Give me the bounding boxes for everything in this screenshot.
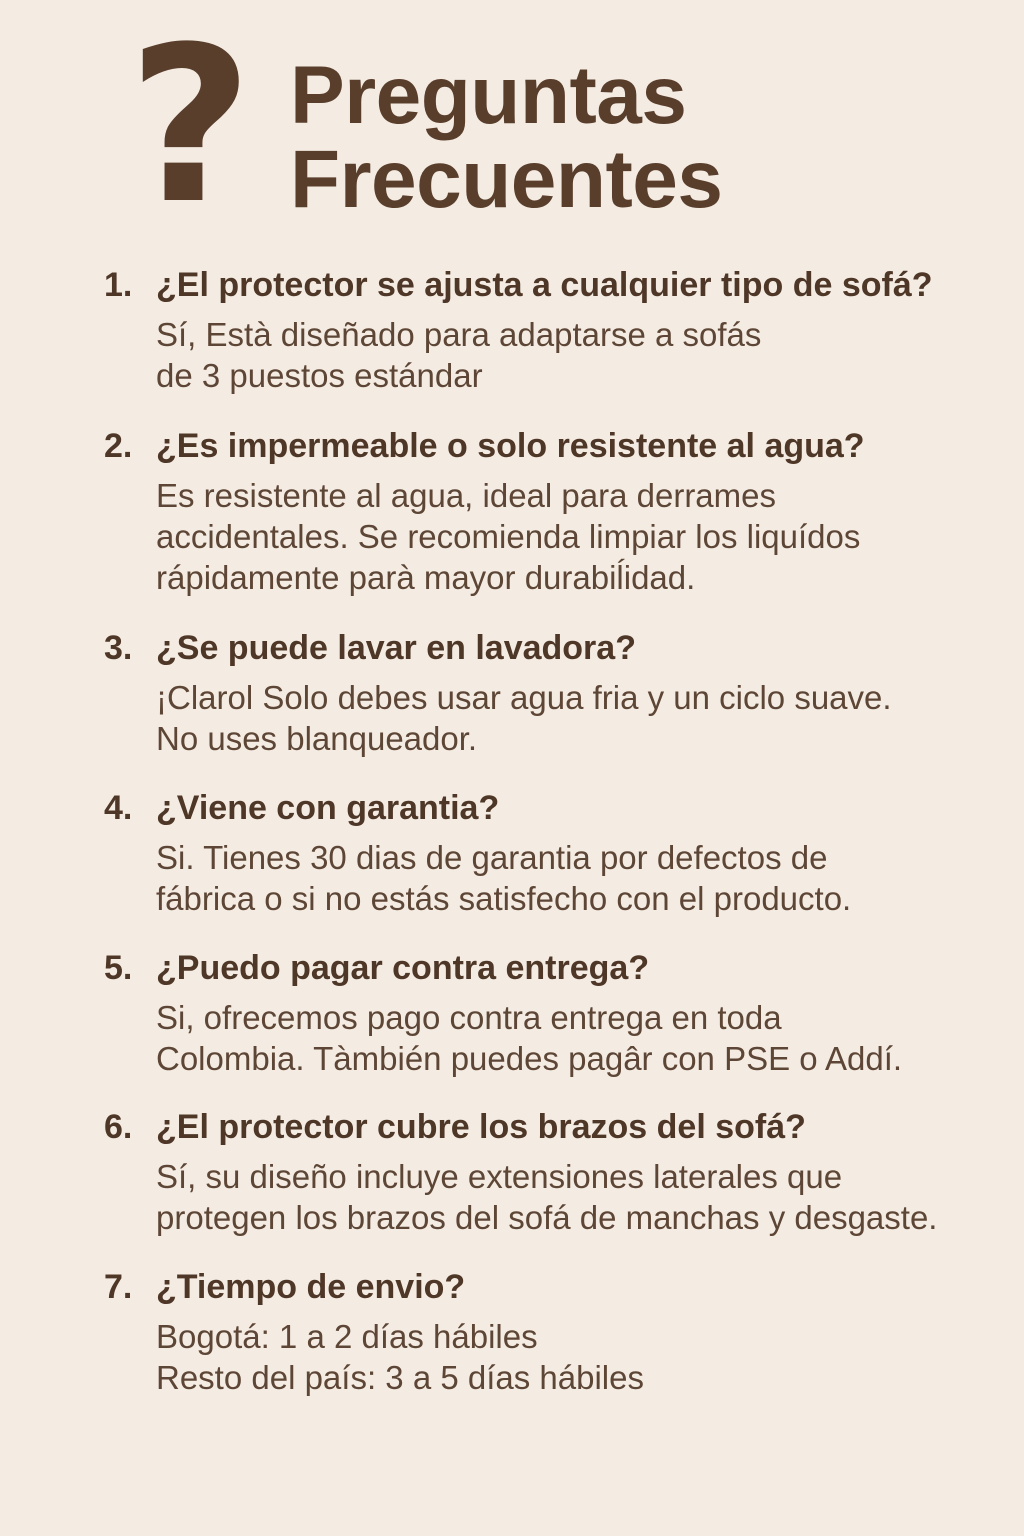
- faq-answer: [156, 837, 851, 919]
- faq-number: 1.: [104, 266, 133, 304]
- faq-answer: [156, 475, 860, 598]
- faq-answer-line: rápidamente parà mayor durabiĺidad.: [156, 559, 696, 596]
- page-title-line-1: Preguntas: [290, 50, 687, 141]
- faq-question: ¿Tiempo de envio?: [156, 1268, 466, 1306]
- faq-question: ¿Se puede lavar en lavadora?: [156, 629, 636, 667]
- faq-answer-line: Si. Tienes 30 dias de garantia por defectos de: [156, 839, 828, 876]
- faq-answer-line: protegen los brazos del sofá de manchas y desgaste.: [156, 1199, 938, 1236]
- faq-answer-line: Resto del país: 3 a 5 días hábiles: [156, 1359, 644, 1396]
- page-header: [0, 0, 1024, 251]
- faq-answer-line: Es resistente al agua, ideal para derrames: [156, 477, 777, 514]
- faq-answer-line: Bogotá: 1 a 2 días hábiles: [156, 1318, 538, 1355]
- page-title-line-2: Frecuentes: [290, 134, 723, 225]
- faq-answer: [156, 314, 761, 396]
- faq-answer: [156, 1316, 644, 1398]
- faq-answer-line: Colombia. Tàmbién puedes pagâr con PSE o Addí.: [156, 1040, 903, 1077]
- faq-number: 3.: [104, 629, 133, 667]
- question-mark-icon: ?: [128, 0, 253, 251]
- faq-question: ¿Es impermeable o solo resistente al agua?: [156, 427, 865, 465]
- faq-number: 5.: [104, 949, 133, 987]
- faq-answer-line: ¡Clarol Solo debes usar agua fria y un ciclo suave.: [156, 679, 892, 716]
- faq-answer: [156, 997, 902, 1079]
- faq-answer-line: accidentales. Se recomienda limpiar los liquídos: [156, 518, 861, 555]
- faq-answer-line: Sí, Està diseñado para adaptarse a sofás: [156, 316, 762, 353]
- faq-number: 6.: [104, 1108, 133, 1146]
- faq-number: 4.: [104, 789, 133, 827]
- faq-question: ¿El protector se ajusta a cualquier tipo de sofá?: [156, 266, 933, 304]
- faq-question: ¿El protector cubre los brazos del sofá?: [156, 1108, 806, 1146]
- faq-answer-line: Si, ofrecemos pago contra entrega en toda: [156, 999, 782, 1036]
- faq-question: ¿Puedo pagar contra entrega?: [156, 949, 650, 987]
- faq-number: 7.: [104, 1268, 133, 1306]
- faq-answer-line: Sí, su diseño incluye extensiones laterales que: [156, 1158, 843, 1195]
- faq-answer: [156, 1156, 937, 1238]
- faq-answer: [156, 677, 892, 759]
- faq-answer-line: fábrica o si no estás satisfecho con el producto.: [156, 880, 852, 917]
- faq-answer-line: No uses blanqueador.: [156, 720, 478, 757]
- faq-answer-line: de 3 puestos estándar: [156, 357, 483, 394]
- faq-question: ¿Viene con garantia?: [156, 789, 500, 827]
- faq-number: 2.: [104, 427, 133, 465]
- page-title: [290, 50, 723, 225]
